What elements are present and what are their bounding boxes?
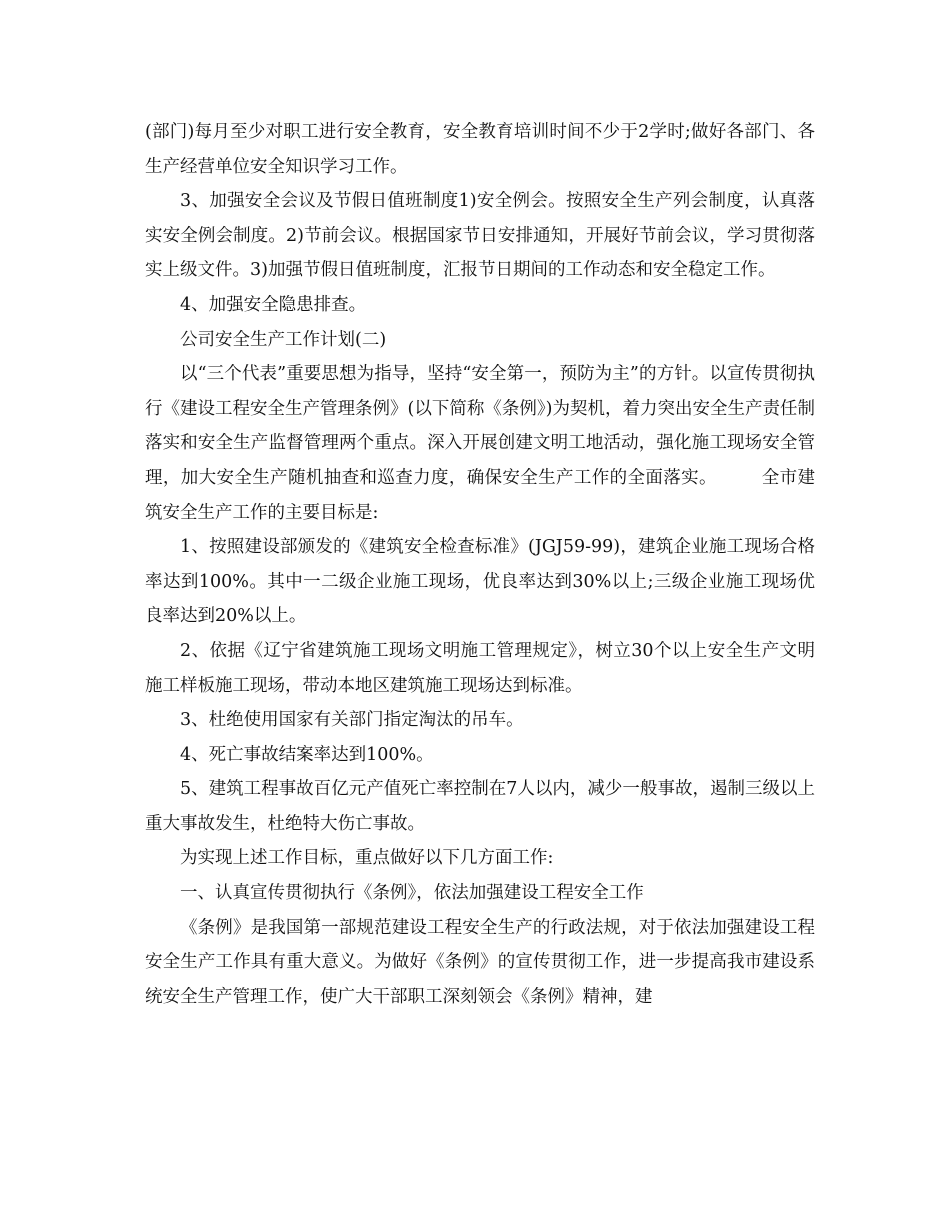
document-body (145, 115, 815, 1014)
paragraph-regulation: 《条例》是我国第一部规范建设工程安全生产的行政法规，对于依法加强建设工程安全生产工作具有重大意义。为做好《条例》的宣传贯彻工作，进一步提高我市建设系统安全生产管理工作，使广大干部职工深刻领会《条例》精神，建 (145, 917, 815, 1007)
paragraph-guiding-principle: 以“三个代表”重要思想为指导，坚持“安全第一，预防为主”的方针。以宣传贯彻执行《建设工程安全生产管理条例》(以下简称《条例》)为契机，着力突出安全生产责任制落实和安全生产监督管理两个重点。深入开展创建文明工地活动，强化施工现场安全管理，加大安全生产随机抽查和巡查力度，确保安全生产工作的全面落实。 全市建筑安全生产工作的主要目标是: (145, 364, 815, 523)
paragraph-goal-4: 4、死亡事故结案率达到100%。 (180, 744, 434, 765)
section-heading-one: 一、认真宣传贯彻执行《条例》，依法加强建设工程安全工作 (180, 883, 644, 904)
paragraph-continuation: (部门)每月至少对职工进行安全教育，安全教育培训时间不少于2学时;做好各部门、各生产经营单位安全知识学习工作。 (145, 122, 815, 177)
paragraph-goal-2: 2、依据《辽宁省建筑施工现场文明施工管理规定》，树立30个以上安全生产文明施工样板施工现场，带动本地区建筑施工现场达到标准。 (145, 640, 815, 696)
paragraph-goal-3: 3、杜绝使用国家有关部门指定淘汰的吊车。 (180, 710, 524, 731)
paragraph-goal-5: 5、建筑工程事故百亿元产值死亡率控制在7人以内，减少一般事故，遏制三级以上重大事故发生，杜绝特大伤亡事故。 (145, 779, 815, 834)
paragraph-hazard-check: 4、加强安全隐患排查。 (180, 294, 367, 315)
paragraph-meeting-system: 3、加强安全会议及节假日值班制度1)安全例会。按照安全生产列会制度，认真落实安全例会制度。2)节前会议。根据国家节日安排通知，开展好节前会议，学习贯彻落实上级文件。3)加强节假日值班制度，汇报节日期间的工作动态和安全稳定工作。 (145, 191, 815, 281)
paragraph-work-intro: 为实现上述工作目标，重点做好以下几方面工作: (180, 848, 554, 869)
section-heading-plan-two: 公司安全生产工作计划(二) (180, 329, 387, 350)
paragraph-goal-1: 1、按照建设部颁发的《建筑安全检查标准》(JGJ59-99)，建筑企业施工现场合格率达到100%。其中一二级企业施工现场，优良率达到30%以上;三级企业施工现场优良率达到20%以上。 (145, 537, 815, 627)
